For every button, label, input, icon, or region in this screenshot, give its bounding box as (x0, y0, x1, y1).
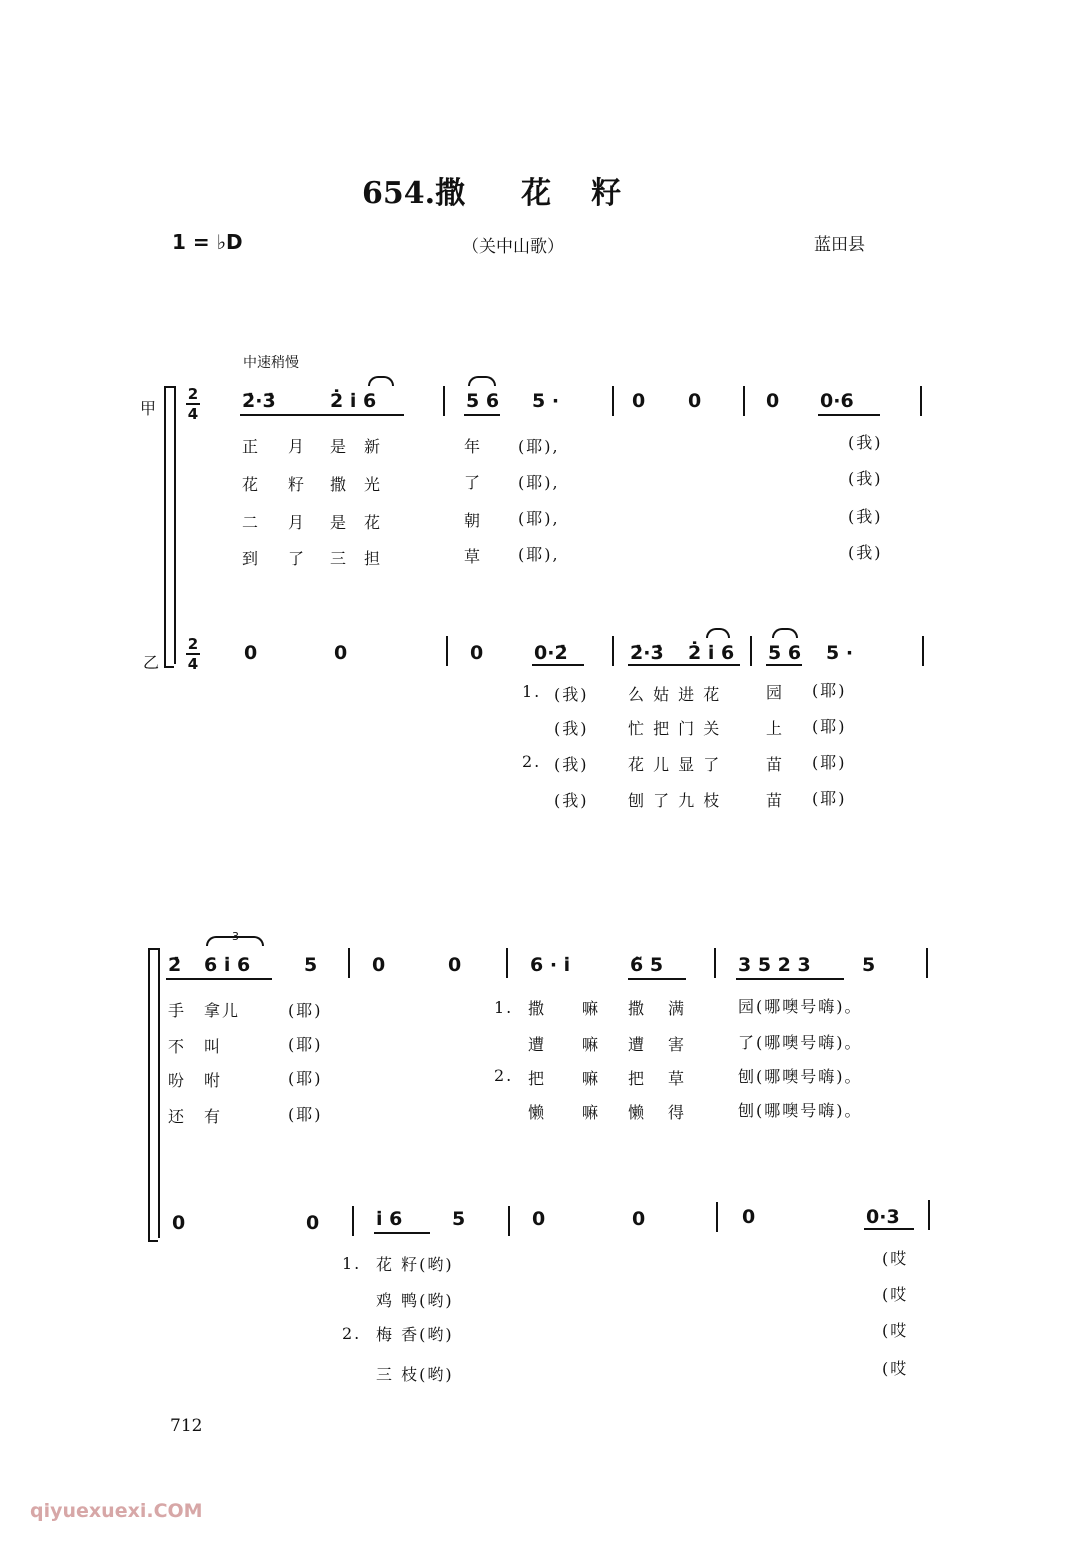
lyric-syllable: 得 (668, 1103, 687, 1122)
lyric-syllable: 吩 (168, 1071, 187, 1090)
lyric-syllable: 撒 (628, 999, 647, 1018)
lyric-syllable: 嘛 (582, 999, 601, 1018)
rest: 0 (172, 1212, 186, 1234)
title-char: 籽 (591, 176, 622, 211)
lyric-syllable: (耶) (288, 1105, 323, 1124)
rest: 0 (244, 642, 258, 664)
lyric-syllable: 光 (364, 475, 383, 494)
lyric-syllable: 梅 香(哟) (376, 1325, 454, 1344)
lyric-syllable: 新 (364, 437, 383, 456)
rest: 0 (688, 390, 702, 412)
note-group: 6 · i̇ (530, 954, 571, 976)
system-brace (164, 386, 174, 668)
note-group: 0·6 (820, 390, 854, 412)
barline (922, 636, 924, 666)
lyric-syllable: 三 (330, 549, 349, 568)
note-group: 2̇·3̇ (630, 642, 664, 664)
rest: 0 (448, 954, 462, 976)
lyric-syllable: (耶) (288, 1001, 323, 1020)
lyric-syllable: (哎 (882, 1321, 909, 1340)
rest: 0 (372, 954, 386, 976)
lyric-syllable: 懒 (528, 1103, 547, 1122)
note: 5 (452, 1208, 466, 1230)
lyric-syllable: (哎 (882, 1249, 909, 1268)
watermark: qiyuexuexi.COM (30, 1500, 203, 1522)
beam-underline (628, 978, 686, 980)
verse-number: 1. (342, 1254, 362, 1273)
lyric-syllable: (我) (554, 755, 589, 774)
lyric-syllable: 正 (242, 437, 261, 456)
note-group: 6̃ 5 (630, 954, 664, 976)
slur (772, 628, 798, 638)
lyric-syllable: 懒 (628, 1103, 647, 1122)
slur (706, 628, 730, 638)
beam-underline (628, 664, 740, 666)
lyric-syllable: (耶) (288, 1035, 323, 1054)
triplet-mark: 3 (232, 930, 239, 943)
title-char: 撒 (435, 176, 466, 211)
lyric-syllable: 遭 (628, 1035, 647, 1054)
beam-underline (818, 414, 880, 416)
note-group: 5 · (532, 390, 560, 412)
genre-label: （关中山歌） (462, 237, 564, 257)
note-group: 5 6 (466, 390, 500, 412)
lyric-syllable: 有 (204, 1107, 223, 1126)
note-group: 5 · (826, 642, 854, 664)
beam-underline (166, 978, 272, 980)
rest: 0 (742, 1206, 756, 1228)
lyric-syllable: 嘛 (582, 1069, 601, 1088)
verse-number: 2. (342, 1324, 362, 1343)
lyric-syllable: 草 (464, 547, 483, 566)
song-title (362, 168, 621, 212)
lyric-syllable: 花 儿 显 了 (628, 755, 722, 774)
voice-label-yi: 乙 (143, 653, 160, 672)
time-signature: 2 4 (187, 385, 199, 423)
lyric-syllable: 三 枝(哟) (376, 1365, 454, 1384)
lyric-syllable: 咐 (204, 1071, 223, 1090)
barline (506, 948, 508, 978)
lyric-syllable: 刨 了 九 枝 (628, 791, 722, 810)
barline (750, 636, 752, 666)
tempo-marking: 中速稍慢 (243, 355, 299, 371)
barline (443, 386, 445, 416)
lyric-syllable: (耶) (812, 789, 847, 808)
lyric-syllable: 苗 (766, 791, 785, 810)
time-signature: 2 4 (187, 635, 199, 673)
system-barline (174, 386, 176, 664)
rest: 0 (334, 642, 348, 664)
lyric-syllable: 了 (288, 549, 307, 568)
lyric-syllable: 鸡 鸭(哟) (376, 1291, 454, 1310)
lyric-syllable: 月 (288, 513, 307, 532)
lyric-syllable: 嘛 (582, 1103, 601, 1122)
lyric-syllable: 了 (464, 473, 483, 492)
beam-underline (766, 664, 802, 666)
lyric-syllable: 担 (364, 549, 383, 568)
lyric-syllable: (我) (848, 507, 883, 526)
lyric-syllable: 害 (668, 1035, 687, 1054)
beam-underline (464, 414, 500, 416)
lyric-syllable: (我) (848, 543, 883, 562)
system-barline (158, 948, 160, 1238)
barline (714, 948, 716, 978)
lyric-syllable: 遭 (528, 1035, 547, 1054)
slur (368, 376, 394, 386)
lyric-syllable: 籽 (288, 475, 307, 494)
rest: 0 (632, 1208, 646, 1230)
beam-underline (240, 414, 404, 416)
lyric-syllable: 撒 (330, 475, 349, 494)
lyric-syllable: 手 (168, 1001, 187, 1020)
lyric-syllable: 花 籽(哟) (376, 1255, 454, 1274)
lyric-syllable: (耶) (812, 753, 847, 772)
note-group: 2̇·3̇ (242, 390, 276, 412)
key-signature: 1 = ♭D (172, 230, 243, 254)
rest: 0 (470, 642, 484, 664)
lyric-syllable: (耶), (518, 545, 560, 564)
barline (352, 1206, 354, 1236)
note-group: 5 6 (768, 642, 802, 664)
lyric-syllable: 满 (668, 999, 687, 1018)
barline (928, 1200, 930, 1230)
barline (920, 386, 922, 416)
barline (612, 386, 614, 416)
lyric-syllable: (耶), (518, 509, 560, 528)
lyric-syllable: 不 (168, 1037, 187, 1056)
note: 5 (304, 954, 318, 976)
verse-number: 2. (494, 1066, 514, 1085)
lyric-syllable: (耶), (518, 473, 560, 492)
lyric-syllable: 上 (766, 719, 785, 738)
lyric-syllable: 嘛 (582, 1035, 601, 1054)
lyric-syllable: (我) (554, 791, 589, 810)
rest: 0 (632, 390, 646, 412)
lyric-syllable: (耶) (812, 717, 847, 736)
barline (508, 1206, 510, 1236)
lyric-syllable: 么 姑 进 花 (628, 685, 722, 704)
barline (612, 636, 614, 666)
lyric-syllable: 拿儿 (204, 1001, 241, 1020)
lyric-syllable: 刨(哪噢号嗨)。 (738, 1067, 863, 1086)
lyric-syllable: 叫 (204, 1037, 223, 1056)
voice-label-jia: 甲 (140, 399, 157, 418)
title-char: 花 (521, 176, 552, 211)
lyric-syllable: 二 (242, 513, 261, 532)
note: 2̇ (168, 954, 182, 976)
beam-underline (736, 978, 844, 980)
slur (468, 376, 496, 386)
note-group: i̇ 6 (376, 1208, 403, 1230)
beam-underline (532, 664, 584, 666)
rest: 0 (306, 1212, 320, 1234)
verse-number: 2. (522, 752, 542, 771)
lyric-syllable: 刨(哪噢号嗨)。 (738, 1101, 863, 1120)
rest: 0 (766, 390, 780, 412)
note-group: 3 5 2 3 (738, 954, 811, 976)
beam-underline (864, 1228, 914, 1230)
lyric-syllable: 了(哪噢号嗨)。 (738, 1033, 863, 1052)
lyric-syllable: (我) (848, 433, 883, 452)
slur (206, 936, 264, 946)
origin-label: 蓝田县 (814, 235, 865, 255)
page-number: 712 (170, 1416, 203, 1436)
barline (446, 636, 448, 666)
lyric-syllable: 朝 (464, 511, 483, 530)
lyric-syllable: 苗 (766, 755, 785, 774)
lyric-syllable: 园 (766, 683, 785, 702)
verse-number: 1. (494, 998, 514, 1017)
system-brace (148, 948, 158, 1242)
note-group: 0·3 (866, 1206, 900, 1228)
note: 5 (862, 954, 876, 976)
lyric-syllable: 是 (330, 513, 349, 532)
lyric-syllable: (我) (554, 685, 589, 704)
note-group: 6 i̇ 6 (204, 954, 251, 976)
lyric-syllable: 是 (330, 437, 349, 456)
lyric-syllable: 撒 (528, 999, 547, 1018)
lyric-syllable: (哎 (882, 1285, 909, 1304)
song-number: 654. (362, 176, 436, 211)
lyric-syllable: (我) (554, 719, 589, 738)
lyric-syllable: 花 (364, 513, 383, 532)
lyric-syllable: 把 (528, 1069, 547, 1088)
lyric-syllable: 月 (288, 437, 307, 456)
lyric-syllable: 忙 把 门 关 (628, 719, 722, 738)
note-group: 2̇ i̇ 6 (330, 390, 377, 412)
barline (743, 386, 745, 416)
lyric-syllable: 还 (168, 1107, 187, 1126)
lyric-syllable: 到 (242, 549, 261, 568)
lyric-syllable: 把 (628, 1069, 647, 1088)
lyric-syllable: (耶) (288, 1069, 323, 1088)
lyric-syllable: 年 (464, 437, 483, 456)
barline (926, 948, 928, 978)
lyric-syllable: 园(哪噢号嗨)。 (738, 997, 863, 1016)
barline (348, 948, 350, 978)
lyric-syllable: 花 (242, 475, 261, 494)
lyric-syllable: (耶), (518, 437, 560, 456)
lyric-syllable: (耶) (812, 681, 847, 700)
note-group: 0·2̇ (534, 642, 568, 664)
rest: 0 (532, 1208, 546, 1230)
barline (716, 1202, 718, 1232)
lyric-syllable: 草 (668, 1069, 687, 1088)
verse-number: 1. (522, 682, 542, 701)
lyric-syllable: (哎 (882, 1359, 909, 1378)
lyric-syllable: (我) (848, 469, 883, 488)
note-group: 2̇ i̇ 6 (688, 642, 735, 664)
beam-underline (374, 1232, 430, 1234)
